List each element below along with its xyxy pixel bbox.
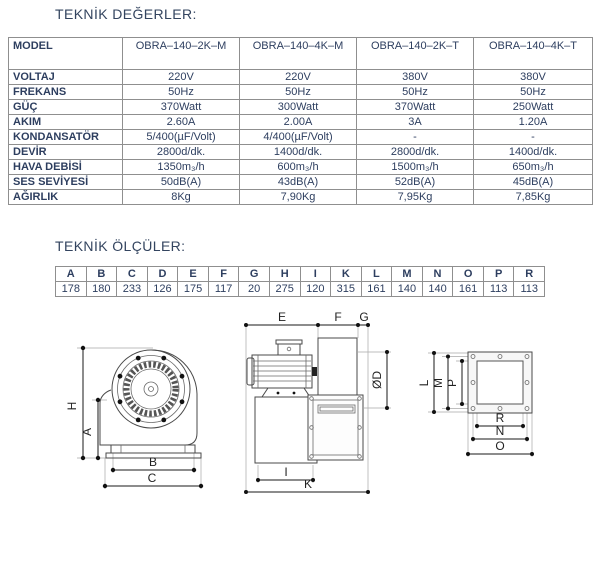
dim-value: 120 [300,282,331,297]
table-cell: 2800d/dk. [357,145,474,160]
dim-header: N [422,267,453,282]
column-header-obra-140-4k-m: OBRA–140–4K–M [240,38,357,70]
row-label: VOLTAJ [9,70,123,85]
table-cell: 2800d/dk. [123,145,240,160]
table-cell: 220V [123,70,240,85]
table-row-agirlik [9,190,593,205]
row-label: DEVİR [9,145,123,160]
table-cell: 370Watt [123,100,240,115]
row-label: FREKANS [9,85,123,100]
dim-value: 175 [178,282,209,297]
table-cell: 2.60A [123,115,240,130]
table-cell: 220V [240,70,357,85]
dim-header: M [392,267,423,282]
dim-header: E [178,267,209,282]
dim-value: 113 [483,282,514,297]
table-cell: 300Watt [240,100,357,115]
table-cell: - [474,130,593,145]
dimensions-table [55,266,545,297]
dim-header: D [147,267,178,282]
dim-label-c: C [147,471,157,485]
table-cell: 8Kg [123,190,240,205]
dim-label-m: M [431,378,445,388]
dim-header: C [117,267,148,282]
fan-side-view-drawing [240,310,395,513]
table-cell: 50Hz [357,85,474,100]
dim-label-b: B [148,455,158,469]
dim-header: L [361,267,392,282]
table-cell: 43dB(A) [240,175,357,190]
dim-header: O [453,267,484,282]
table-cell: 600m₃/h [240,160,357,175]
dim-header: I [300,267,331,282]
table-cell: 4/400(µF/Volt) [240,130,357,145]
dim-label-i: I [284,465,288,479]
table-header-row [9,38,593,70]
column-header-obra-140-2k-m: OBRA–140–2K–M [123,38,240,70]
dim-label-o: O [495,439,505,453]
row-label: AKIM [9,115,123,130]
technical-values-table [8,37,593,205]
table-cell: 1350m₃/h [123,160,240,175]
dim-value: 20 [239,282,270,297]
table-cell: 1.20A [474,115,593,130]
dim-value: 180 [86,282,117,297]
dim-value: 161 [453,282,484,297]
dim-value: 140 [422,282,453,297]
fan-front-view-drawing [55,320,250,565]
row-label: GÜÇ [9,100,123,115]
dim-header: H [269,267,300,282]
table-cell: 3A [357,115,474,130]
dim-label-k: K [303,477,313,491]
table-cell: 380V [474,70,593,85]
table-cell: 50Hz [240,85,357,100]
row-label: HAVA DEBİSİ [9,160,123,175]
table-cell: 1400d/dk. [240,145,357,160]
dim-label-g: G [359,310,369,324]
dim-header: B [86,267,117,282]
table-row-voltaj [9,70,593,85]
flange-view-drawing [395,345,570,510]
dimensions-values-row [56,282,545,297]
dim-value: 275 [269,282,300,297]
dim-label-h: H [65,401,79,411]
row-label: SES SEVİYESİ [9,175,123,190]
table-cell: 650m₃/h [474,160,593,175]
table-cell: 50dB(A) [123,175,240,190]
column-header-model: MODEL [9,38,123,70]
dim-header: G [239,267,270,282]
dim-label-r: R [495,411,505,425]
table-cell: 380V [357,70,474,85]
table-cell: 1500m₃/h [357,160,474,175]
table-row-devir [9,145,593,160]
dim-value: 178 [56,282,87,297]
table-cell: 7,95Kg [357,190,474,205]
table-cell: 7,90Kg [240,190,357,205]
dim-label-l: L [417,379,431,387]
dim-header: A [56,267,87,282]
row-label: KONDANSATÖR [9,130,123,145]
dim-header: K [331,267,362,282]
table-cell: 50Hz [474,85,593,100]
table-cell: 370Watt [357,100,474,115]
dim-label-p: P [445,378,459,388]
table-row-frekans [9,85,593,100]
table-row-kondansator [9,130,593,145]
table-cell: 5/400(µF/Volt) [123,130,240,145]
dim-value: 233 [117,282,148,297]
dim-header: F [208,267,239,282]
dim-value: 117 [208,282,239,297]
table-row-guc [9,100,593,115]
dim-label-od: ØD [370,371,384,389]
table-cell: 1400d/dk. [474,145,593,160]
table-cell: 45dB(A) [474,175,593,190]
table-cell: 7,85Kg [474,190,593,205]
table-cell: 50Hz [123,85,240,100]
dim-value: 315 [331,282,362,297]
table-cell: 2.00A [240,115,357,130]
dim-header: P [483,267,514,282]
dim-value: 140 [392,282,423,297]
section-title-technical-dimensions: TEKNİK ÖLÇÜLER: [55,238,186,254]
row-label: AĞIRLIK [9,190,123,205]
table-cell: 52dB(A) [357,175,474,190]
dim-value: 161 [361,282,392,297]
dim-value: 113 [514,282,545,297]
column-header-obra-140-2k-t: OBRA–140–2K–T [357,38,474,70]
dim-label-f: F [334,310,342,324]
table-row-ses-seviyesi [9,175,593,190]
section-title-technical-values: TEKNİK DEĞERLER: [55,6,197,22]
dim-label-e: E [277,310,287,324]
dim-header: R [514,267,545,282]
dim-label-a: A [80,427,94,437]
table-row-hava-debisi [9,160,593,175]
table-cell: 250Watt [474,100,593,115]
dimensions-header-row [56,267,545,282]
column-header-obra-140-4k-t: OBRA–140–4K–T [474,38,593,70]
table-row-akim [9,115,593,130]
dim-value: 126 [147,282,178,297]
table-cell: - [357,130,474,145]
dim-label-n: N [495,424,505,438]
